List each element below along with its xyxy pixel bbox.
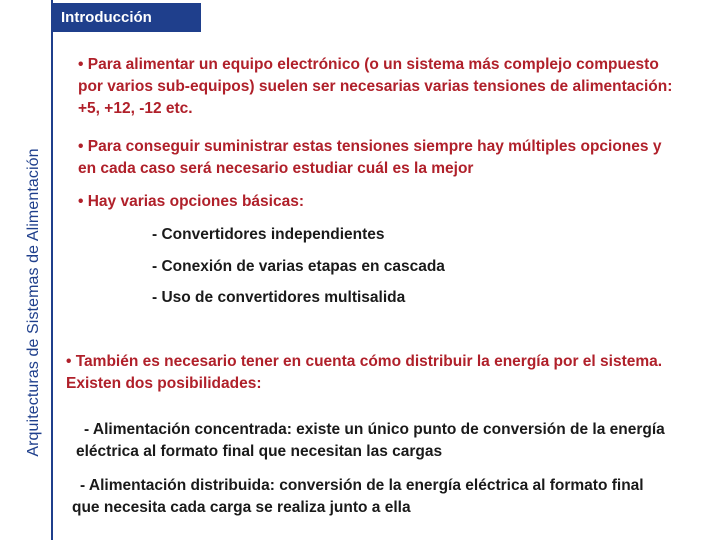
side-title-text: Arquitecturas de Sistemas de Alimentación xyxy=(25,148,42,457)
option-independent-converters: - Convertidores independientes xyxy=(152,226,385,243)
vertical-divider xyxy=(51,0,53,540)
option-concentrated-power: - Alimentación concentrada: existe un único punto de conversión de la energía eléctrica al formato final que necesitan las cargas xyxy=(76,421,665,460)
bullet-energy-distribution: • También es necesario tener en cuenta cómo distribuir la energía por el sistema. Existen dos posibilidades: xyxy=(66,353,663,392)
option-distributed-power: - Alimentación distribuida: conversión de la energía eléctrica al formato final que necesita cada carga se realiza junto a ella xyxy=(72,477,644,516)
bullet-basic-options: • Hay varias opciones básicas: xyxy=(78,193,304,210)
header-tab: Introducción xyxy=(53,3,201,32)
bullet-multiple-options: • Para conseguir suministrar estas tensiones siempre hay múltiples opciones y en cada caso será necesario estudiar cuál es la mejor xyxy=(78,138,662,177)
bullet-power-requirements: • Para alimentar un equipo electrónico (o un sistema más complejo compuesto por varios sub-equipos) suelen ser necesarias varias tensiones de alimentación: +5, +12, -12 etc. xyxy=(78,56,673,117)
option-multioutput-converters: - Uso de convertidores multisalida xyxy=(152,289,406,306)
side-title xyxy=(22,90,46,515)
option-cascade-stages: - Conexión de varias etapas en cascada xyxy=(152,258,445,275)
